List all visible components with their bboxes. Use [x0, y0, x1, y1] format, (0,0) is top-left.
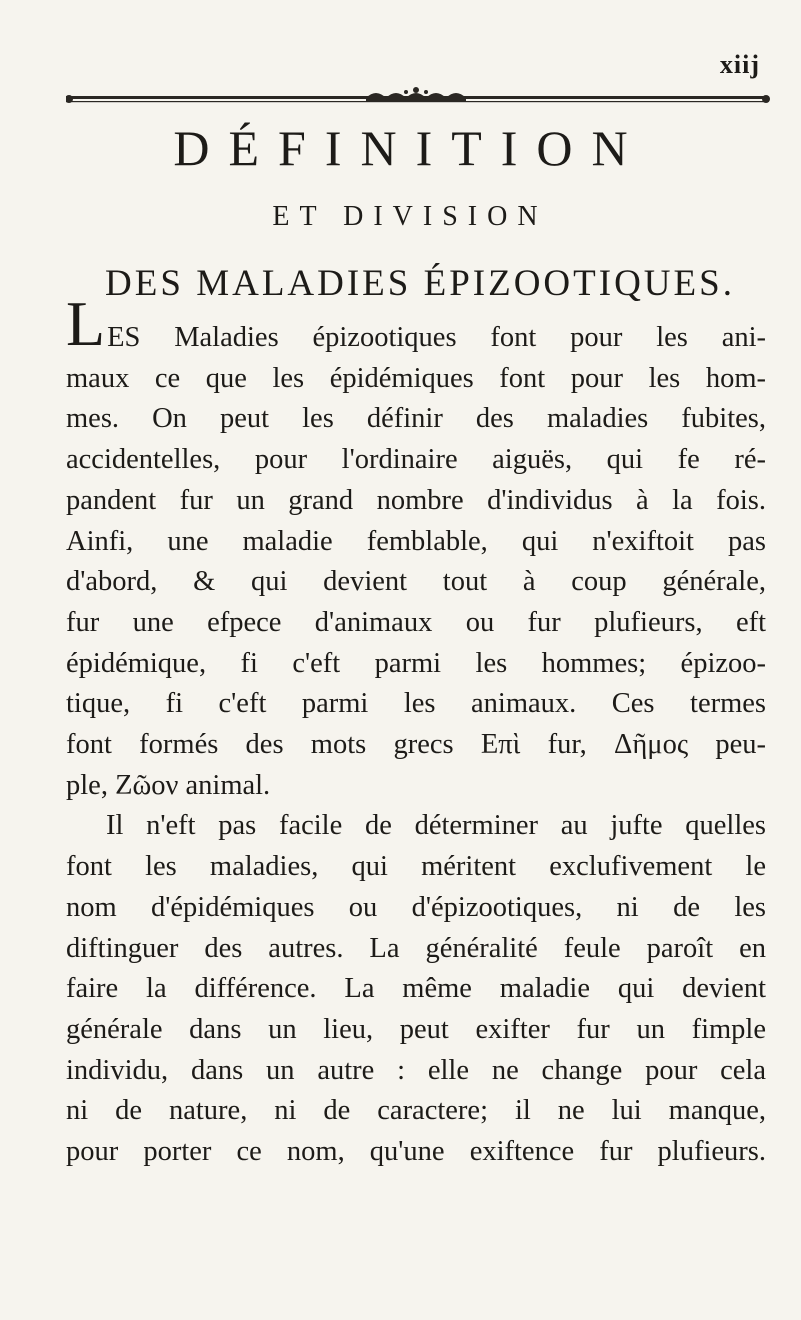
text-line: ES Maladies épizootiques font pour les ani- — [107, 322, 766, 353]
text-line: épidémique, fi c'eft parmi les hommes; épizoo- — [66, 647, 766, 679]
header-ornament-rule — [66, 86, 771, 114]
text-line: nom d'épidémiques ou d'épizootiques, ni de les — [66, 891, 766, 923]
text-line: accidentelles, pour l'ordinaire aiguës, qui fe ré- — [66, 444, 766, 476]
text-line: faire la différence. La même maladie qui devient — [66, 973, 766, 1005]
text-line: font les maladies, qui méritent exclufivement le — [66, 851, 766, 883]
text-line: fur une efpece d'animaux ou fur plufieurs, eft — [66, 606, 766, 638]
text-line: diftinguer des autres. La généralité feule paroît en — [66, 932, 766, 964]
text-line: font formés des mots grecs Επὶ fur, Δῆμος peu- — [66, 729, 766, 761]
chapter-title: DÉFINITION — [173, 120, 647, 176]
text-line: mes. On peut les définir des maladies fubites, — [66, 403, 766, 435]
text-line: ple, Ζῶον animal. — [66, 769, 271, 801]
body-text — [66, 288, 766, 1173]
page-number: xiij — [719, 50, 760, 79]
drop-cap: L — [66, 288, 106, 359]
paragraph-2 — [66, 806, 766, 1172]
chapter-subtitle-2: DES MALADIES ÉPIZOOTIQUES. — [105, 263, 735, 304]
text-line: ni de nature, ni de caractere; il ne lui manque, — [66, 1095, 766, 1127]
paragraph-1 — [66, 288, 766, 806]
text-line: individu, dans un autre : elle ne change pour cela — [66, 1054, 766, 1086]
text-line: d'abord, & qui devient tout à coup générale, — [66, 566, 766, 598]
text-line: Ainfi, une maladie femblable, qui n'exiftoit pas — [66, 525, 766, 557]
chapter-subtitle: ET DIVISION — [272, 201, 548, 232]
text-line: Il n'eft pas facile de déterminer au jufte quelles — [106, 810, 766, 842]
text-line: pandent fur un grand nombre d'individus à la fois. — [66, 484, 766, 516]
text-line: tique, fi c'eft parmi les animaux. Ces termes — [66, 688, 766, 720]
text-line: pour porter ce nom, qu'une exiftence fur plufieurs. — [66, 1136, 766, 1168]
text-line: maux ce que les épidémiques font pour les hom- — [66, 362, 766, 394]
text-line: générale dans un lieu, peut exifter fur un fimple — [66, 1013, 766, 1045]
